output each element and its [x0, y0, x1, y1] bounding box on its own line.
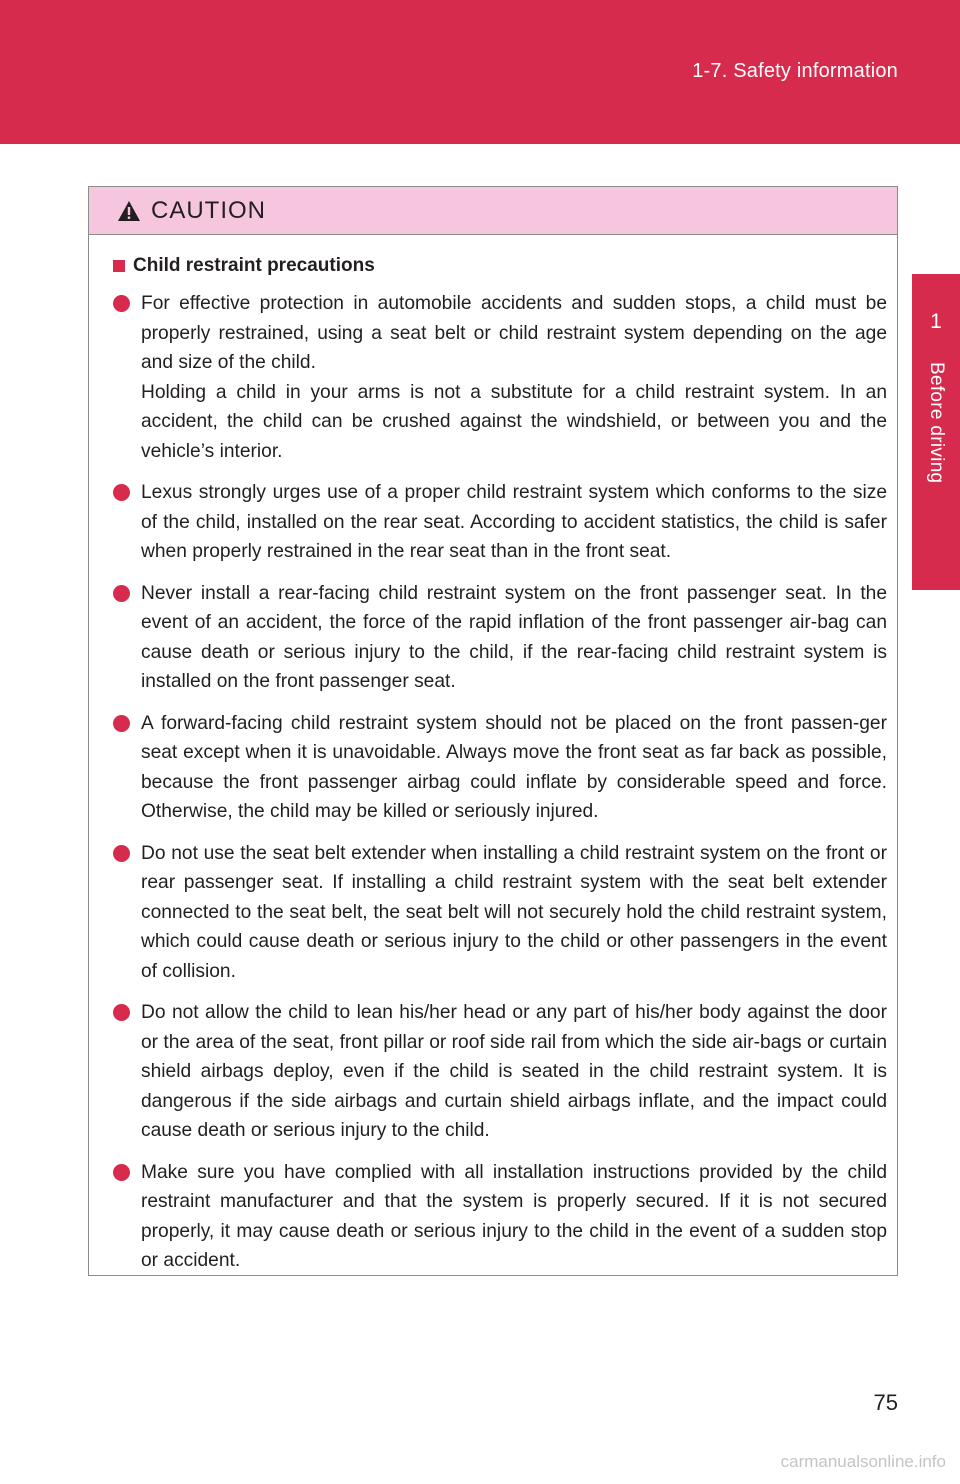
list-item: [113, 579, 887, 697]
bullet-text-extra: Holding a child in your arms is not a substitute for a child restraint system. In an accident, the child can be crushed against the windshield, or between you and the vehicle’s interior.: [141, 381, 887, 462]
bullet-text: Do not use the seat belt extender when installing a child restraint system on the front or rear passenger seat. If installing a child restraint system with the seat belt extender connected to the seat belt, the seat belt will not securely hold the child restraint system, which could cause death or serious injury to the child or other passengers in the event of collision.: [141, 842, 887, 982]
bullet-dot-icon: [113, 585, 130, 602]
section-title: 1-7. Safety information: [692, 60, 898, 82]
list-item: [113, 998, 887, 1146]
bullet-text: Never install a rear-facing child restraint system on the front passenger seat. In the event of an accident, the force of the rapid inflation of the front passenger air-bag can cause death or serious injury to the child, if the rear-facing child restraint system is installed on the front passenger seat.: [141, 582, 887, 692]
caution-body: [89, 235, 897, 1276]
chapter-tab: [912, 274, 960, 590]
list-item: [113, 289, 887, 466]
subheading-text: Child restraint precautions: [133, 255, 375, 276]
chapter-number: 1: [930, 310, 942, 333]
square-bullet-icon: [113, 260, 125, 272]
bullet-text: Do not allow the child to lean his/her head or any part of his/her body against the door or the area of the seat, front pillar or roof side rail from which the side air-bags or curtain shield airbags deploy, even if the child is seated in the child restraint system. It is dangerous if the side airbags and curtain shield airbags inflate, and the impact could cause death or serious injury to the child.: [141, 1002, 887, 1141]
list-item: [113, 478, 887, 567]
bullet-dot-icon: [113, 845, 130, 862]
list-item: [113, 709, 887, 827]
watermark: carmanualsonline.info: [780, 1452, 946, 1471]
caution-title: CAUTION: [151, 196, 266, 224]
bullet-dot-icon: [113, 1164, 130, 1181]
bullet-text: Make sure you have complied with all installation instructions provided by the child restraint manufacturer and that the system is properly secured. If it is not secured properly, it may cause death or serious injury to the child in the event of a sudden stop or accident.: [141, 1161, 887, 1271]
page-number: 75: [873, 1390, 898, 1415]
bullet-dot-icon: [113, 1004, 130, 1021]
caution-header: [89, 187, 897, 235]
bullet-dot-icon: [113, 295, 130, 312]
subheading: [113, 255, 887, 277]
warning-triangle-icon: [117, 200, 141, 222]
header-band: [0, 0, 960, 144]
bullet-text: A forward-facing child restraint system should not be placed on the front passen-ger seat except when it is unavoidable. Always move the front seat as far back as possible, because the front passenger airbag could inflate by considerable speed and force. Otherwise, the child may be killed or seriously injured.: [141, 712, 887, 822]
bullet-text: For effective protection in automobile accidents and sudden stops, a child must be properly restrained, using a seat belt or child restraint system depending on the age and size of the child.: [141, 293, 887, 373]
chapter-label: Before driving: [926, 362, 947, 484]
caution-box: [88, 186, 898, 1276]
bullet-dot-icon: [113, 484, 130, 501]
caution-list: [113, 289, 887, 1276]
list-item: [113, 1158, 887, 1276]
list-item: [113, 839, 887, 987]
bullet-text: Lexus strongly urges use of a proper child restraint system which conforms to the size of the child, installed on the rear seat. According to accident statistics, the child is safer when properly restrained in the rear seat than in the front seat.: [141, 482, 887, 562]
bullet-dot-icon: [113, 715, 130, 732]
